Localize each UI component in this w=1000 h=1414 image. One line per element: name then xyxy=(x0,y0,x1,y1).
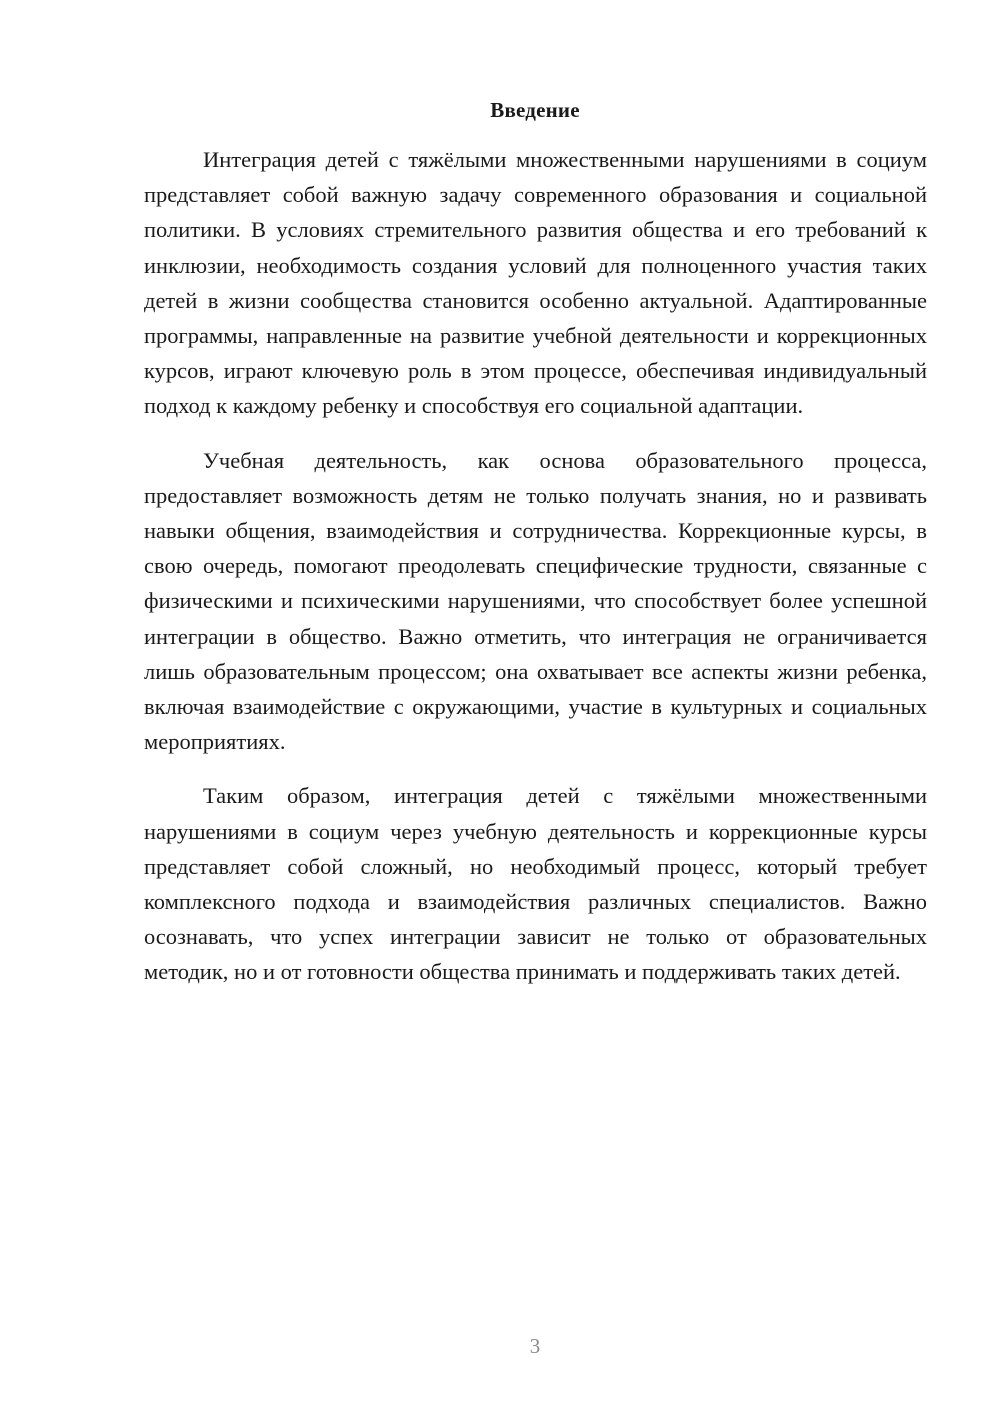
page-number: 3 xyxy=(529,1334,541,1358)
body-text xyxy=(144,142,927,1009)
paragraph-3: Таким образом, интеграция детей с тяжёлыми множественными нарушениями в социум через учебную деятельность и коррекционные курсы представляет собой сложный, но необходимый процесс, который требует комплексного подхода и взаимодействия различных специалистов. Важно осознавать, что успех интеграции зависит не только от образовательных методик, но и от готовности общества принимать и поддерживать таких детей. xyxy=(144,783,927,985)
section-heading: Введение xyxy=(490,98,580,122)
paragraph-2: Учебная деятельность, как основа образовательного процесса, предоставляет возможность детям не только получать знания, но и развивать навыки общения, взаимодействия и сотрудничества. Коррекционные курсы, в свою очередь, помогают преодолевать специфические трудности, связанные с физическими и психическими нарушениями, что способствует более успешной интеграции в общество. Важно отметить, что интеграция не ограничивается лишь образовательным процессом; она охватывает все аспекты жизни ребенка, включая взаимодействие с окружающими, участие в культурных и социальных мероприятиях. xyxy=(144,447,927,755)
paragraph-1: Интеграция детей с тяжёлыми множественными нарушениями в социум представляет собой важную задачу современного образования и социальной политики. В условиях стремительного развития общества и его требований к инклюзии, необходимость создания условий для полноценного участия таких детей в жизни сообщества становится особенно актуальной. Адаптированные программы, направленные на развитие учебной деятельности и коррекционных курсов, играют ключевую роль в этом процессе, обеспечивая индивидуальный подход к каждому ребенку и способствуя его социальной адаптации. xyxy=(144,147,927,419)
